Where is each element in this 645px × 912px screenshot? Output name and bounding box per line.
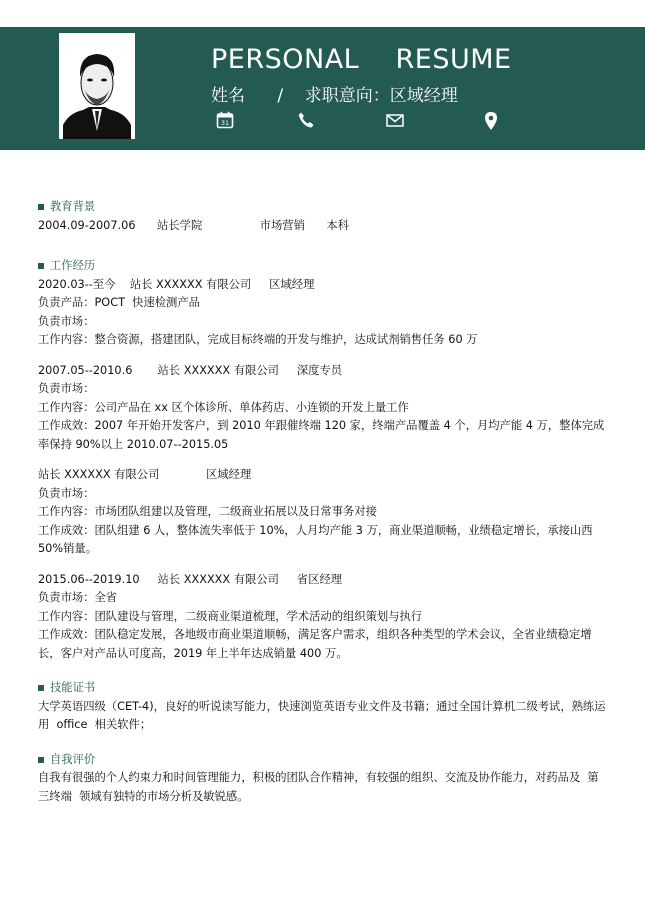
bullet-square-icon (38, 263, 44, 269)
work-line: 2015.06--2019.10 站长 XXXXXX 有限公司 省区经理 (38, 572, 343, 586)
work-block (38, 571, 608, 664)
work-line: 工作成效：2007 年开始开发客户，到 2010 年跟催终端 120 家，终端产品覆盖 4 个，月均产能 4 万，整体完成率保持 90%以上 2010.07--2015.05 (38, 419, 605, 451)
work-block (38, 276, 608, 350)
work-line: 工作成效：团队稳定发展，各地级市商业渠道顺畅，满足客户需求，组织各种类型的学术会议，全省业绩稳定增长，客户对产品认可度高，2019 年上半年达成销量 400 万。 (38, 628, 592, 660)
work-line: 工作内容：公司产品在 xx 区个体诊所、单体药店、小连锁的开发上量工作 (38, 400, 409, 414)
resume-subtitle: 姓名 / 求职意向：区域经理 (211, 86, 458, 106)
resume-body (38, 198, 608, 806)
heading-text: 技能证书 (50, 681, 96, 694)
work-line: 工作成效：团队组建 6 人，整体流失率低于 10%，人月均产能 3 万，商业渠道顺畅，业绩稳定增长，承接山西 50%销量。 (38, 523, 597, 555)
profile-photo (59, 33, 135, 139)
work-line: 2020.03--至今 站长 XXXXXX 有限公司 区域经理 (38, 277, 315, 291)
location-icon (482, 111, 502, 131)
bullet-square-icon (38, 757, 44, 763)
work-line: 工作内容：市场团队组建以及管理，二级商业拓展以及日常事务对接 (38, 505, 377, 518)
work-line: 工作内容：整合资源，搭建团队，完成目标终端的开发与维护，达成试剂销售任务 60 万 (38, 333, 478, 346)
self-evaluation-text: 自我有很强的个人约束力和时间管理能力，积极的团队合作精神，有较强的组织、交流及协作能力，对药品及 第三终端 领域有独特的市场分析及敏锐感。 (38, 771, 599, 803)
resume-title: PERSONAL RESUME (211, 44, 512, 75)
bullet-square-icon (38, 685, 44, 691)
heading-text: 自我评价 (50, 752, 96, 766)
heading-text: 教育背景 (50, 200, 96, 213)
work-line: 负责市场： (38, 486, 95, 500)
section-heading-education (38, 198, 608, 217)
work-line: 负责市场： (38, 382, 95, 395)
mail-icon (386, 111, 406, 131)
svg-text:31: 31 (220, 119, 230, 127)
work-line: 站长 XXXXXX 有限公司 区域经理 (38, 468, 252, 481)
section-heading-skills (38, 679, 608, 698)
bullet-square-icon (38, 204, 44, 210)
heading-text: 工作经历 (50, 259, 96, 272)
phone-icon (297, 111, 317, 131)
skills-text: 大学英语四级（CET-4)，良好的听说读写能力，快速浏览英语专业文件及书籍；通过全国计算机二级考试，熟练运用 office 相关软件； (38, 699, 606, 731)
section-heading-self-evaluation (38, 751, 608, 770)
work-line: 负责市场：全省 (38, 591, 118, 604)
work-block (38, 466, 608, 559)
education-line: 2004.09-2007.06 站长学院 市场营销 本科 (38, 218, 350, 232)
section-heading-work (38, 257, 608, 276)
work-line: 负责产品：POCT 快速检测产品 (38, 296, 200, 309)
work-line: 工作内容：团队建设与管理，二级商业渠道梳理，学术活动的组织策划与执行 (38, 609, 423, 623)
work-line: 2007.05--2010.6 站长 XXXXXX 有限公司 深度专员 (38, 363, 343, 377)
work-line: 负责市场： (38, 314, 95, 328)
header-banner (0, 27, 645, 150)
calendar-icon (216, 111, 236, 131)
work-block (38, 362, 608, 455)
